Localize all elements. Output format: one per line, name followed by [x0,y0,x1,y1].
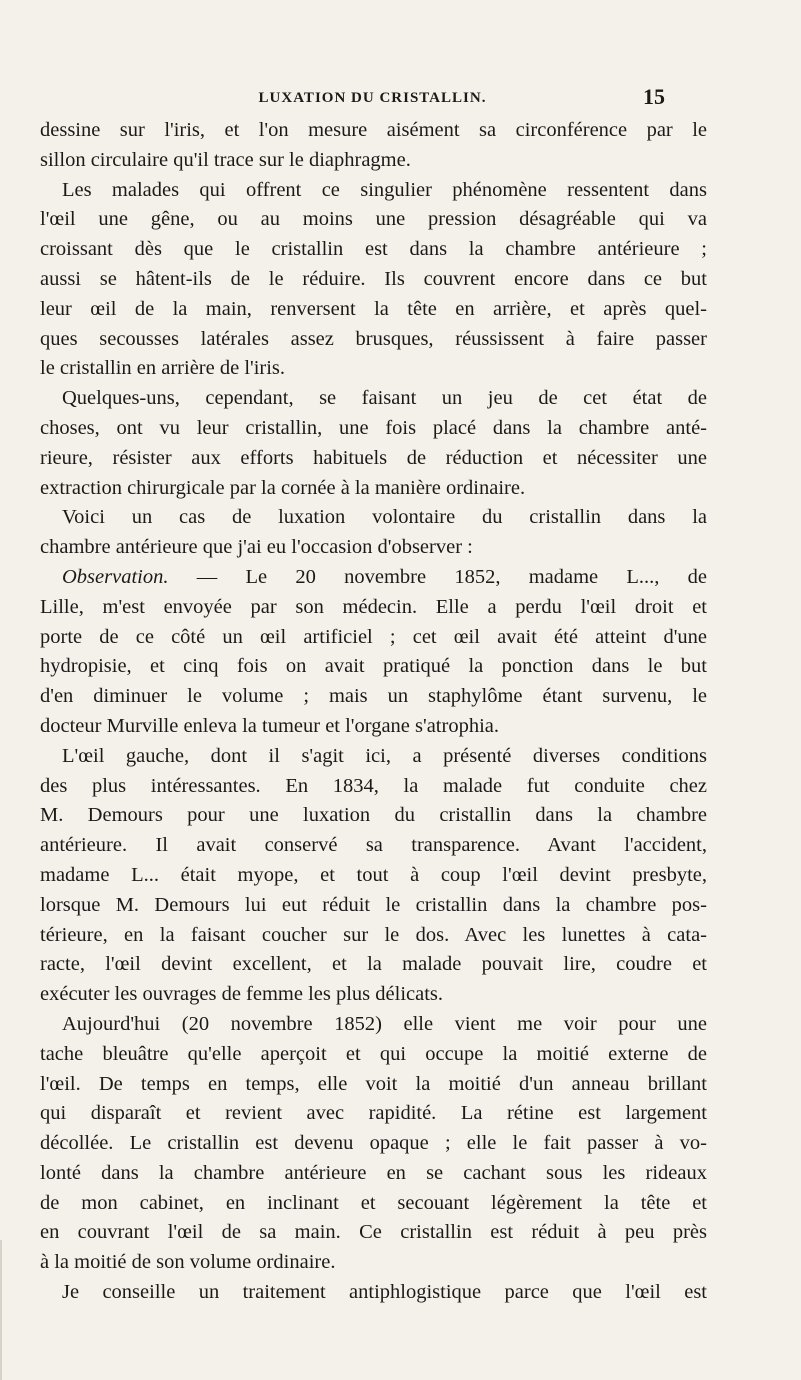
text-line: hydropisie, et cinq fois on avait pratiqué la ponction dans le but [40,655,707,678]
text-line: Lille, m'est envoyée par son médecin. Elle a perdu l'œil droit et [40,595,707,618]
text-line: qui disparaît et revient avec rapidité. La rétine est largement [40,1102,707,1125]
page-body [40,116,707,1308]
text-line: rieure, résister aux efforts habituels de réduction et nécessiter une [40,446,707,469]
text-line: l'œil une gêne, ou au moins une pression désagréable qui va [40,208,707,231]
text-line: térieure, en la faisant coucher sur le dos. Avec les lunettes à cata- [40,923,707,946]
text-line: lonté dans la chambre antérieure en se cachant sous les rideaux [40,1161,707,1184]
text-line: croissant dès que le cristallin est dans la chambre antérieure ; [40,238,707,261]
text-line: ques secousses latérales assez brusques, réussissent à faire passer [40,327,707,350]
text-line: tache bleuâtre qu'elle aperçoit et qui occupe la moitié externe de [40,1042,707,1065]
text-line: chambre antérieure que j'ai eu l'occasion d'observer : [40,536,473,559]
text-line: racte, l'œil devint excellent, et la malade pouvait lire, coudre et [40,953,707,976]
text-line: leur œil de la main, renversent la tête en arrière, et après quel- [40,297,707,320]
text-line: en couvrant l'œil de sa main. Ce cristallin est réduit à peu près [40,1221,707,1244]
text-line: Quelques-uns, cependant, se faisant un jeu de cet état de [62,387,707,410]
page-header [40,84,705,114]
text-line: l'œil. De temps en temps, elle voit la moitié d'un anneau brillant [40,1072,707,1095]
text-line: exécuter les ouvrages de femme les plus délicats. [40,983,444,1006]
text-line: antérieure. Il avait conservé sa transparence. Avant l'accident, [40,834,707,857]
text-line: Je conseille un traitement antiphlogistique parce que l'œil est [62,1281,707,1304]
text-line: L'œil gauche, dont il s'agit ici, a présenté diverses conditions [62,744,707,767]
text-line: Voici un cas de luxation volontaire du cristallin dans la [62,506,707,529]
text-line: Aujourd'hui (20 novembre 1852) elle vient me voir pour une [62,1012,707,1035]
text-line: dessine sur l'iris, et l'on mesure aisément sa circonférence par le [40,119,707,141]
text-line: porte de ce côté un œil artificiel ; cet œil avait été atteint d'une [40,625,707,648]
text-line: lorsque M. Demours lui eut réduit le cristallin dans la chambre pos- [40,893,707,916]
page-number: 15 [643,84,665,109]
text-line: le cristallin en arrière de l'iris. [40,357,286,380]
text-line: Observation. — Le 20 novembre 1852, madame L..., de [62,565,707,588]
text-line: décollée. Le cristallin est devenu opaque ; elle le fait passer à vo- [40,1132,707,1155]
text-line: aussi se hâtent-ils de le réduire. Ils couvrent encore dans ce but [40,267,707,290]
text-line: des plus intéressantes. En 1834, la malade fut conduite chez [40,774,707,797]
text-line: docteur Murville enleva la tumeur et l'organe s'atrophia. [40,714,499,737]
page-edge [0,1240,2,1380]
text-line: sillon circulaire qu'il trace sur le diaphragme. [40,148,411,171]
text-line: choses, ont vu leur cristallin, une fois placé dans la chambre anté- [40,416,707,439]
text-line: M. Demours pour une luxation du cristallin dans la chambre [40,804,707,827]
running-title: LUXATION DU CRISTALLIN. [258,90,487,106]
text-line: extraction chirurgicale par la cornée à la manière ordinaire. [40,476,526,499]
observation-label: Observation. [62,565,169,588]
text-line: d'en diminuer le volume ; mais un staphylôme étant survenu, le [40,685,707,708]
text-line: de mon cabinet, en inclinant et secouant légèrement la tête et [40,1191,707,1214]
text-line: Les malades qui offrent ce singulier phénomène ressentent dans [62,178,707,201]
text-line: madame L... était myope, et tout à coup l'œil devint presbyte, [40,863,707,886]
text-line: à la moitié de son volume ordinaire. [40,1251,336,1274]
